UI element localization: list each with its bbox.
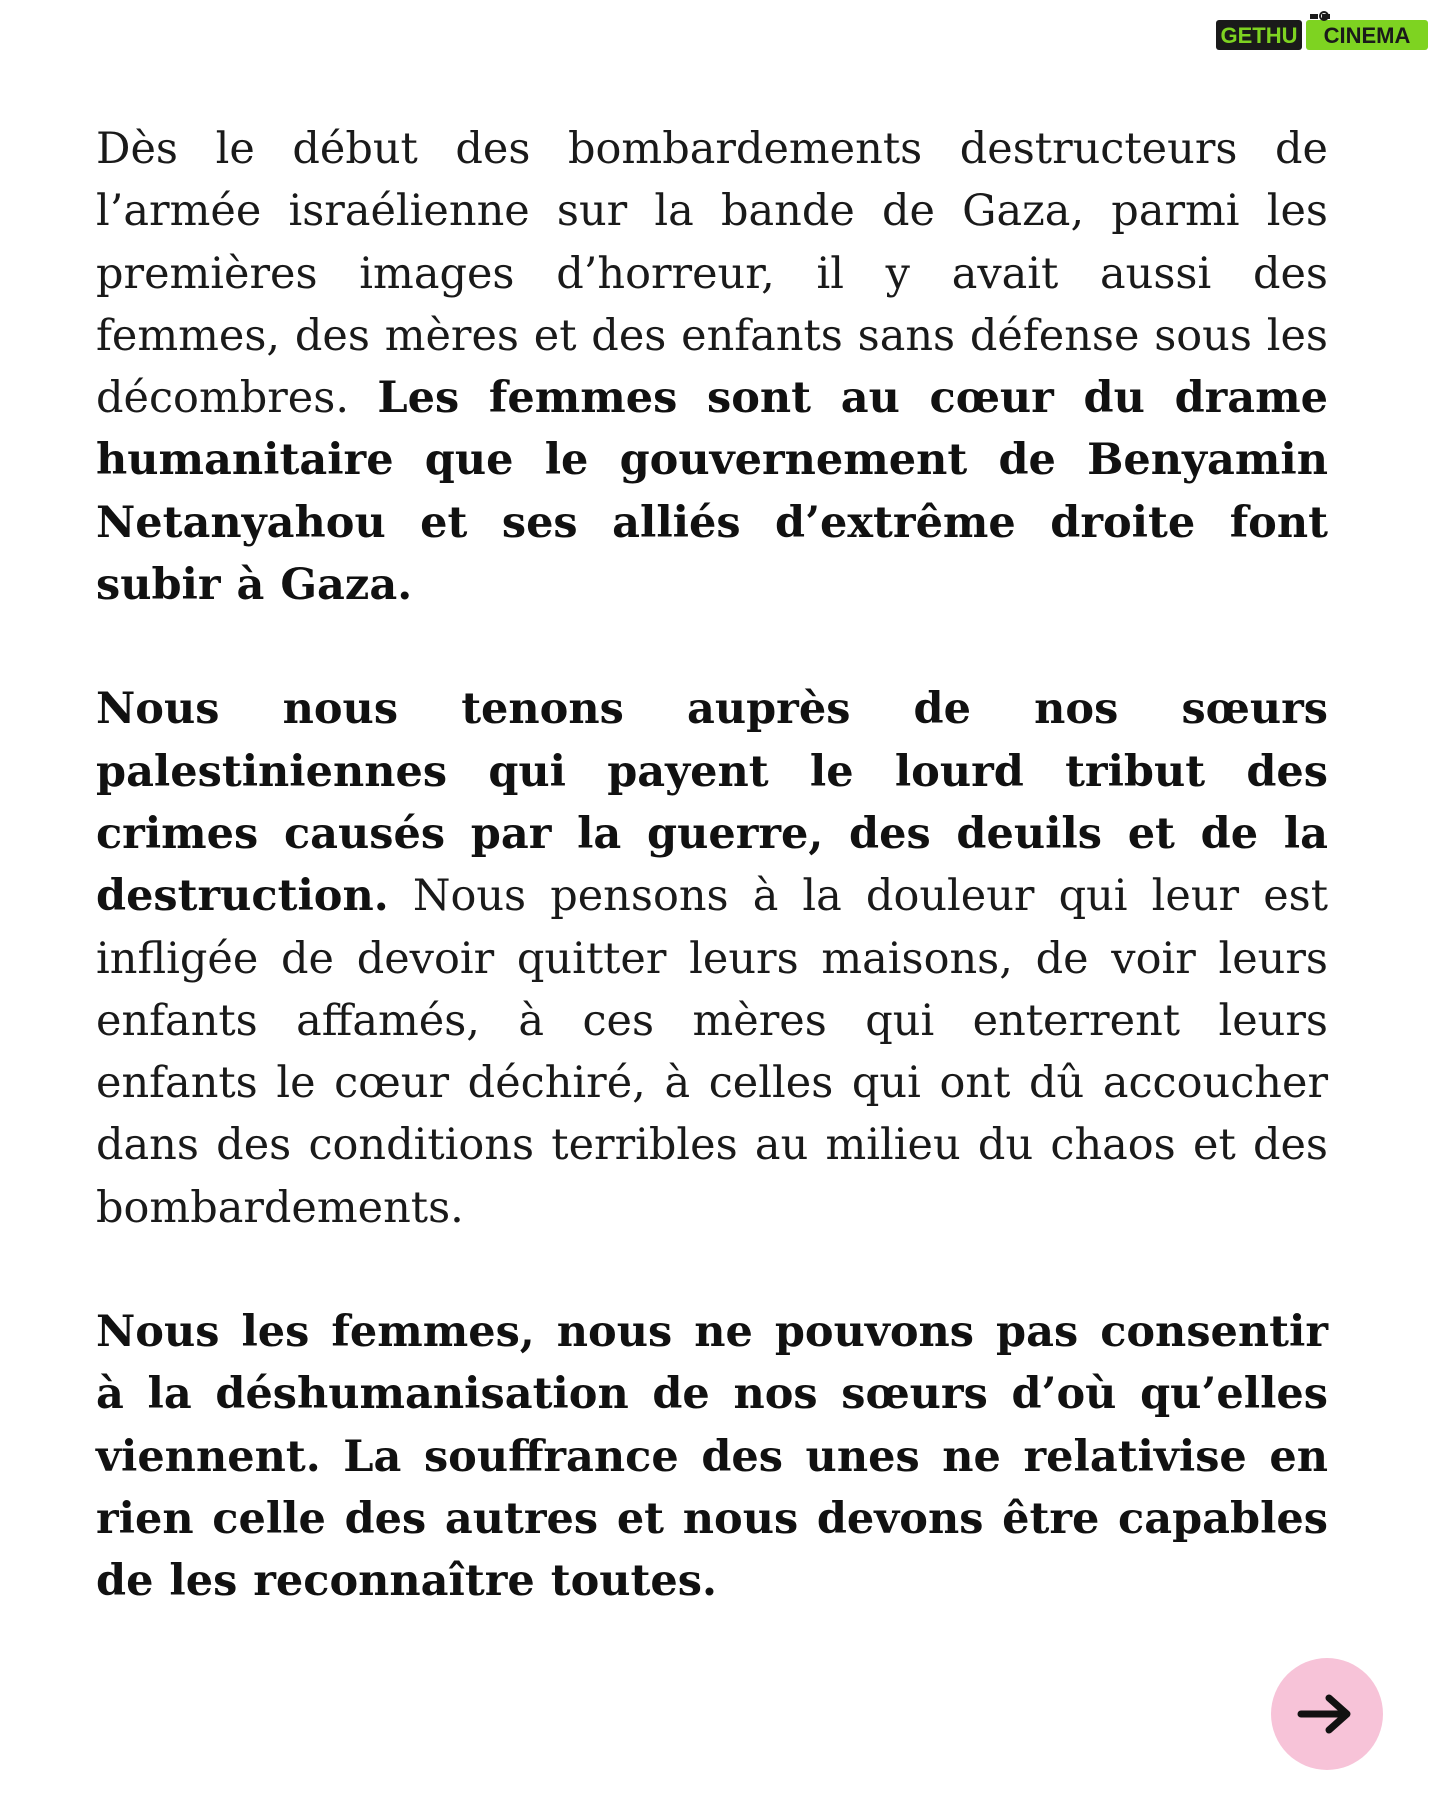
paragraph-2-text: Nous pensons à la douleur qui leur est infligée de devoir quitter leurs maisons, de voir leurs enfants affamés, à ces mères qui enterrent leurs enfants le cœur déchiré, à celles qui ont dû accoucher dans des conditions terribles au milieu du chaos et des bombardements.	[96, 871, 1328, 1233]
paragraph-2-bold: Nous nous tenons auprès de nos sœurs palestiniennes qui payent le lourd tribut des crimes causés par la guerre, des deuils et de la destruction.	[96, 684, 1328, 922]
paragraph-3-bold: Nous les femmes, nous ne pouvons pas consentir à la déshumanisation de nos sœurs d’où qu’elles viennent. La souffrance des unes ne relativise en rien celle des autres et nous devons être capables de les reconnaître toutes.	[96, 1307, 1328, 1607]
paragraph-1	[96, 118, 1328, 616]
paragraph-3	[96, 1301, 1328, 1612]
watermark-text-2: CINEMA	[1323, 23, 1411, 48]
article-body	[96, 118, 1328, 1613]
paragraph-1-bold: Les femmes sont au cœur du drame humanitaire que le gouvernement de Benyamin Netanyahou et ses alliés d’extrême droite font subir à Gaza.	[96, 373, 1329, 611]
gethu-cinema-logo-icon	[1212, 10, 1432, 56]
watermark-text-1: GETHU	[1220, 23, 1298, 48]
paragraph-2	[96, 678, 1328, 1239]
paragraph-1-text: Dès le début des bombardements destructeurs de l’armée israélienne sur la bande de Gaza, parmi les premières images d’horreur, il y avait aussi des femmes, des mères et des enfants sans défense sous les décombres.	[96, 124, 1328, 424]
next-button[interactable]	[1271, 1658, 1383, 1770]
watermark-logo	[1212, 10, 1432, 56]
arrow-right-icon	[1295, 1690, 1359, 1738]
